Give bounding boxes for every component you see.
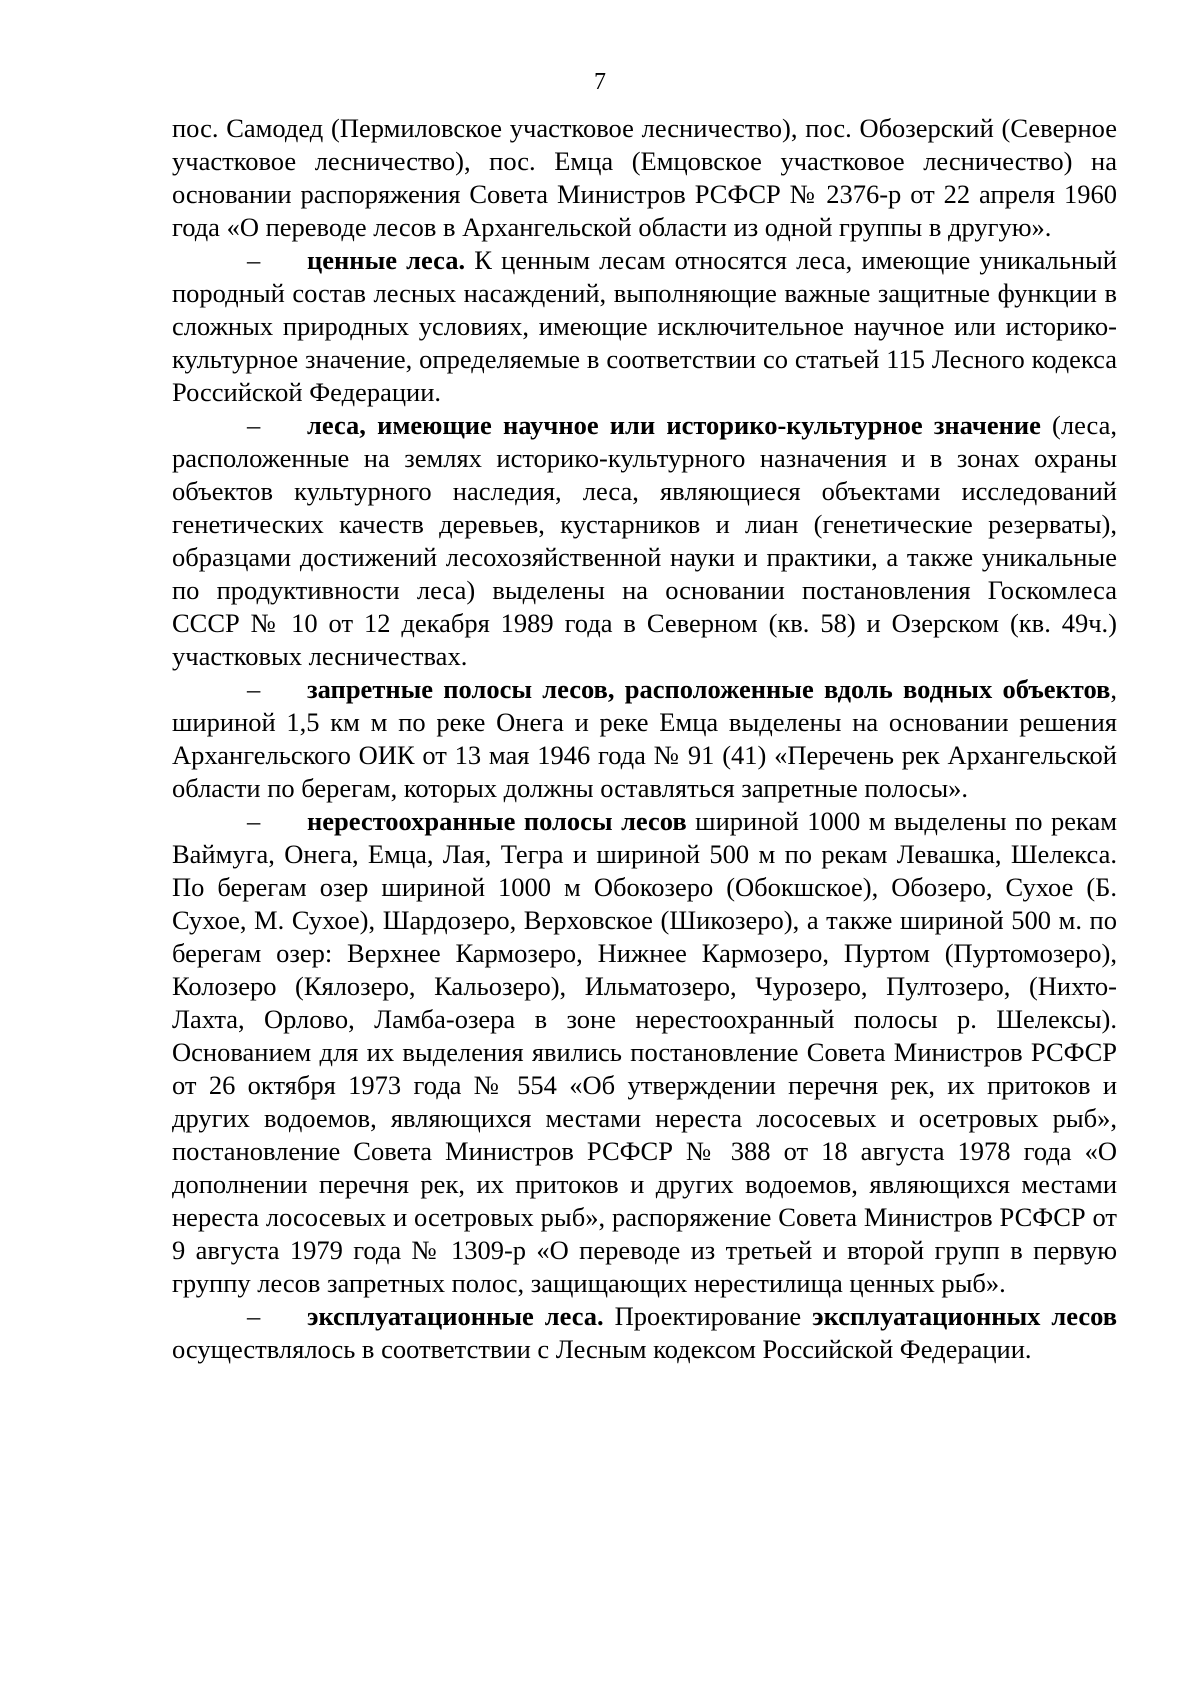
document-body — [172, 112, 1117, 1366]
list-dash: – — [247, 245, 261, 275]
paragraph-text: шириной 1000 м выделены по рекам Ваймуга, Онега, Емца, Лая, Тегра и шириной 500 м по рекам Левашка, Шелекса. По берегам озер шириной 1000 м Обокозеро (Обокшское), Обозеро, Сухое (Б. Сухое, М. Сухое), Шардозеро, Верховское (Шикозеро), а также шириной 500 м. по берегам озер: Верхнее Кармозеро, Нижнее Кармозеро, Пуртом (Пуртомозеро), Колозеро (Кялозеро, Кальозеро), Ильматозеро, Чурозеро, Пултозеро, (Нихто-Лахта, Орлово, Ламба-озера в зоне нерестоохранный полосы р. Шелексы). Основанием для их выделения явились постановление Совета Министров РСФСР от 26 октября 1973 года № 554 «Об утверждении перечня рек, их притоков и других водоемов, являющихся местами нереста лососевых и осетровых рыб», постановление Совета Министров РСФСР № 388 от 18 августа 1978 года «О дополнении перечня рек, их притоков и других водоемов, являющихся местами нереста лососевых и осетровых рыб», распоряжение Совета Министров РСФСР от 9 августа 1979 года № 1309-р «О переводе из третьей и второй групп в первую группу лесов запретных полос, защищающих нерестилища ценных рыб». — [172, 806, 1117, 1298]
paragraph-text: К ценным лесам относятся леса, имеющие уникальный породный состав лесных насаждений, выполняющие важные защитные функции в сложных природных условиях, имеющие исключительное научное или историко-культурное значение, определяемые в соответствии со статьей 115 Лесного кодекса Российской Федерации. — [172, 245, 1117, 407]
paragraph-intro — [172, 112, 1117, 244]
paragraph-bold-mid: эксплуатационных лесов — [812, 1301, 1118, 1331]
paragraph-text-after: осуществлялось в соответствии с Лесным кодексом Российской Федерации. — [172, 1334, 1032, 1364]
paragraph-bold-lead: запретные полосы лесов, расположенные вдоль водных объектов — [307, 674, 1111, 704]
paragraph-exploitation-forests — [172, 1300, 1117, 1366]
paragraph-scientific-forests — [172, 409, 1117, 673]
paragraph-text: (леса, расположенные на землях историко-культурного назначения и в зонах охраны объектов культурного наследия, леса, являющиеся объектами исследований генетических качеств деревьев, кустарников и лиан (генетические резерваты), образцами достижений лесохозяйственной науки и практики, а также уникальные по продуктивности леса) выделены на основании постановления Госкомлеса СССР № 10 от 12 декабря 1989 года в Северном (кв. 58) и Озерском (кв. 49ч.) участковых лесничествах. — [172, 410, 1117, 671]
paragraph-bold-lead: нерестоохранные полосы лесов — [307, 806, 687, 836]
paragraph-valuable-forests — [172, 244, 1117, 409]
paragraph-bold-lead: эксплуатационные леса. — [307, 1301, 604, 1331]
list-dash: – — [247, 1301, 261, 1331]
paragraph-bold-lead: ценные леса. — [307, 245, 466, 275]
paragraph-text: Проектирование — [603, 1301, 813, 1331]
paragraph-spawning-strips — [172, 805, 1117, 1300]
list-dash: – — [247, 674, 261, 704]
list-dash: – — [247, 410, 261, 440]
list-dash: – — [247, 806, 261, 836]
paragraph-bold-lead: леса, имеющие научное или историко-культурное значение — [307, 410, 1041, 440]
paragraph-text: , шириной 1,5 км м по реке Онега и реке Емца выделены на основании решения Архангельского ОИК от 13 мая 1946 года № 91 (41) «Перечень рек Архангельской области по берегам, которых должны оставляться запретные полосы». — [172, 674, 1117, 803]
paragraph-text: пос. Самодед (Пермиловское участковое лесничество), пос. Обозерский (Северное участковое лесничество), пос. Емца (Емцовское участковое лесничество) на основании распоряжения Совета Министров РСФСР № 2376-р от 22 апреля 1960 года «О переводе лесов в Архангельской области из одной группы в другую». — [172, 113, 1117, 242]
page-number: 7 — [594, 69, 606, 95]
paragraph-protective-strips — [172, 673, 1117, 805]
